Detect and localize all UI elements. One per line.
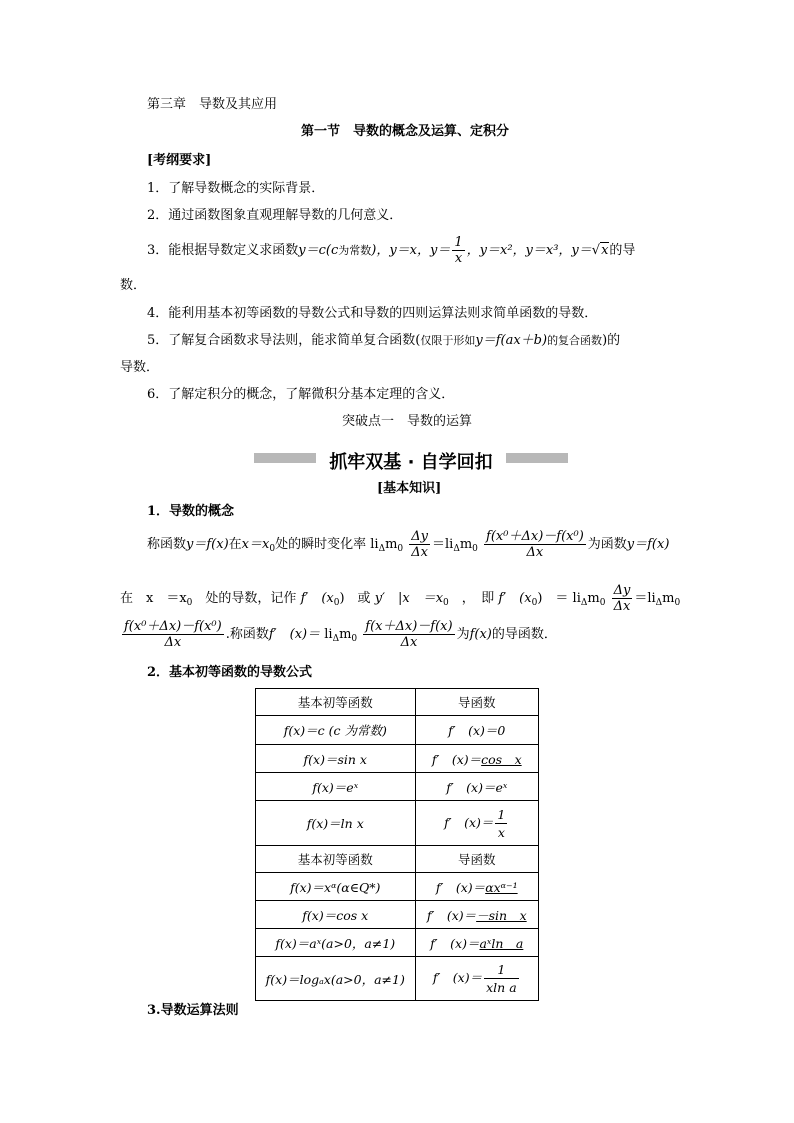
heading-formulas: 2．基本初等函数的导数公式 bbox=[147, 665, 313, 680]
section-banner bbox=[254, 448, 568, 473]
difference-quotient: $\frac{\text{f(x⁰＋Δx)－f(x⁰)}}{\Delta x}$ bbox=[124, 619, 222, 650]
concept-x0: x＝x bbox=[241, 537, 270, 552]
concept-text: 处的瞬时变化率 bbox=[275, 537, 367, 552]
table-header-cell: 导函数 bbox=[415, 689, 538, 716]
requirement-6: 6．了解定积分的概念，了解微积分基本定理的含义． bbox=[147, 387, 455, 402]
req5-note: 仅限于形如 bbox=[420, 334, 476, 347]
table-header-cell: 导函数 bbox=[415, 846, 538, 873]
derivative-cell: f′ (x)＝ $\frac{1}{\text{xln a}}$ bbox=[415, 957, 538, 1001]
banner-right-bar bbox=[506, 453, 568, 463]
derivative-cell: f′ (x)＝cos x bbox=[415, 745, 538, 773]
heading-rules: 3.导数运算法则 bbox=[147, 1003, 239, 1018]
requirement-2: 2．通过函数图象直观理解导数的几何意义． bbox=[147, 208, 403, 223]
function-cell: f(x)＝eˣ bbox=[256, 773, 416, 801]
req3-fn1: y＝c(c bbox=[298, 243, 339, 258]
limit-symbol: $li_\Delta m_0$ bbox=[324, 627, 358, 644]
derivative-cell: f′ (x)＝ $\frac{1}{x}$ bbox=[415, 801, 538, 846]
concept-line-1: 称函数y＝f(x)在$x=x_0$处的瞬时变化率 $li_\Delta m_0$ $\frac{\Delta y}{\Delta x}$ $=li_\Delta m_0$ $\frac{\text{f(x⁰＋Δx)－f(x⁰)}}{\Delta x}$ 为函数y＝f(x) bbox=[147, 529, 670, 560]
table-row bbox=[256, 873, 539, 901]
req3-fn2: )，y＝x，y＝ bbox=[371, 243, 451, 258]
table-row bbox=[256, 901, 539, 929]
table-row bbox=[256, 957, 539, 1001]
concept-fx: y＝f(x) bbox=[186, 537, 229, 552]
concept-line-2: 在 x $=x_0$ 处的导数，记作 f′ $(x_0)$ 或 y′ |x $=x_0$ ， 即 f′ $(x_0)$ ＝ $li_\Delta m_0$ $\frac{\Delta y}{\Delta x}$ $=li_\Delta m_0$ bbox=[120, 583, 681, 614]
derivative-cell: f′ (x)＝－sin x bbox=[415, 901, 538, 929]
concept-text: 为函数 bbox=[587, 537, 627, 552]
chapter-title: 第三章 导数及其应用 bbox=[147, 97, 278, 112]
table-row bbox=[256, 716, 539, 745]
limit-symbol: $li_\Delta m_0$ bbox=[370, 537, 404, 554]
limit-symbol: $li_\Delta m_0$ bbox=[647, 591, 681, 608]
banner-text: 抓牢双基 · 自学回扣 bbox=[329, 452, 493, 473]
requirements-heading: [考纲要求] bbox=[147, 153, 212, 168]
req3-sqrt: x bbox=[601, 243, 609, 258]
function-cell: f(x)＝aˣ(a>0，a≠1) bbox=[256, 929, 416, 957]
section-title: 第一节 导数的概念及运算、定积分 bbox=[301, 124, 510, 139]
requirement-5 bbox=[147, 334, 620, 347]
concept-text: 称函数 bbox=[147, 537, 187, 552]
dy-dx-fraction: $\frac{\Delta y}{\Delta x}$ bbox=[411, 529, 428, 560]
function-cell: f(x)＝xᵅ(α∈Q*) bbox=[256, 873, 416, 901]
derivative-cell: f′ (x)＝eˣ bbox=[415, 773, 538, 801]
req3-end: 的导 bbox=[609, 243, 636, 258]
table-header-row bbox=[256, 846, 539, 873]
basic-knowledge-heading: [基本知识] bbox=[377, 481, 442, 496]
banner-left-bar bbox=[254, 453, 316, 463]
difference-quotient: $\frac{\text{f(x⁰＋Δx)－f(x⁰)}}{\Delta x}$ bbox=[486, 529, 584, 560]
requirement-4: 4．能利用基本初等函数的导数公式和导数的四则运算法则求简单函数的导数． bbox=[147, 306, 598, 321]
req5-text: 5．了解复合函数求导法则，能求简单复合函数( bbox=[147, 333, 421, 348]
table-row bbox=[256, 929, 539, 957]
table-header-cell: 基本初等函数 bbox=[256, 846, 416, 873]
req5-fn: y＝f(ax＋b) bbox=[475, 333, 548, 348]
derivative-formula-table bbox=[255, 688, 539, 1001]
limit-symbol: $li_\Delta m_0$ bbox=[572, 591, 606, 608]
derivative-quotient: $\frac{f(x+\Delta x)-f(x)}{\Delta x}$ bbox=[365, 619, 453, 650]
table-header-cell: 基本初等函数 bbox=[256, 689, 416, 716]
table-row bbox=[256, 745, 539, 773]
req5-note2: 的复合函数 bbox=[547, 334, 603, 347]
concept-line-3: $\frac{\text{f(x⁰＋Δx)－f(x⁰)}}{\Delta x}$ .称函数f′ $(x)= li_\Delta m_0$ $\frac{f(x+\Delta x)-f(x)}{\Delta x}$ 为f(x)的导函数． bbox=[124, 619, 557, 650]
function-cell: f(x)＝cos x bbox=[256, 901, 416, 929]
req3-fraction: $\frac{1}{x}$ bbox=[454, 235, 463, 266]
req3-text: 3．能根据导数定义求函数 bbox=[147, 243, 299, 258]
requirement-3-cont: 数． bbox=[120, 278, 147, 293]
function-cell: f(x)＝sin x bbox=[256, 745, 416, 773]
breakthrough-title: 突破点一 导数的运算 bbox=[342, 414, 473, 429]
derivative-cell: f′ (x)＝aˣln a bbox=[415, 929, 538, 957]
table-row bbox=[256, 773, 539, 801]
requirement-5-cont: 导数． bbox=[120, 360, 160, 375]
requirement-1: 1．了解导数概念的实际背景． bbox=[147, 181, 325, 196]
function-cell: f(x)＝logₐx(a>0，a≠1) bbox=[256, 957, 416, 1001]
derivative-cell: f′ (x)＝αxᵅ⁻¹ bbox=[415, 873, 538, 901]
heading-concept: 1．导数的概念 bbox=[147, 504, 235, 519]
req3-note: 为常数 bbox=[338, 244, 372, 257]
concept-fx: y＝f(x) bbox=[626, 537, 670, 552]
function-cell: f(x)＝c (c 为常数) bbox=[256, 716, 416, 745]
dy-dx-fraction: $\frac{\Delta y}{\Delta x}$ bbox=[613, 583, 631, 614]
requirement-3: 3．能根据导数定义求函数y＝c(c为常数)，y＝x，y＝ $\frac{1}{x}$ ，y＝x²，y＝x³，y＝√x的导 bbox=[147, 235, 636, 266]
derivative-cell: f′ (x)＝0 bbox=[415, 716, 538, 745]
limit-symbol: $li_\Delta m_0$ bbox=[445, 537, 478, 554]
table-row bbox=[256, 801, 539, 846]
table-header-row bbox=[256, 689, 539, 716]
function-cell: f(x)＝ln x bbox=[256, 801, 416, 846]
req3-fn3: ，y＝x²，y＝x³，y＝ bbox=[466, 243, 592, 258]
concept-text: 在 bbox=[228, 537, 242, 552]
req5-end: )的 bbox=[602, 333, 621, 348]
